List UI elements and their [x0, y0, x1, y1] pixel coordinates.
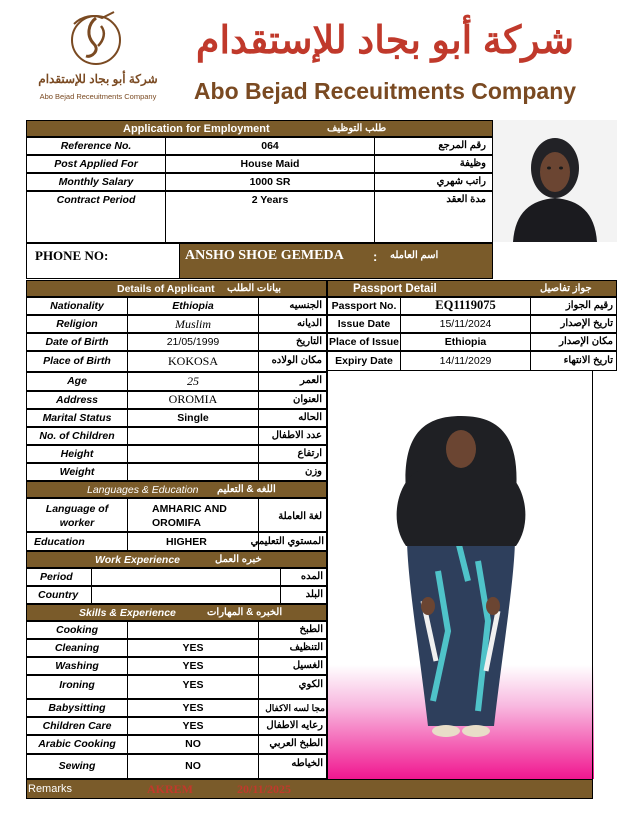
work-title-ar: خبره العمل — [215, 554, 262, 565]
applicant-title-en: Details of Applicant — [117, 283, 215, 295]
education-label: Education — [34, 536, 85, 548]
phone-row — [26, 243, 180, 279]
washing-label-ar: الغسيل — [292, 660, 323, 671]
full-body-photo — [327, 371, 594, 779]
name-separator: : — [373, 249, 378, 264]
place-issue-value: Ethiopia — [444, 336, 487, 348]
expiry-date-value: 14/11/2029 — [439, 355, 492, 367]
religion-value: Muslim — [175, 317, 211, 331]
language-label-ar: لغة العاملة — [278, 511, 322, 522]
nationality-label-ar: الجنسيه — [289, 300, 322, 311]
issue-date-label-ar: تاريخ الإصدار — [560, 318, 613, 329]
skills-title-en: Skills & Experience — [79, 607, 176, 619]
marital-label: Marital Status — [42, 412, 112, 424]
full-body-figure-icon — [328, 371, 594, 779]
post-label-ar: وظيفة — [459, 158, 486, 169]
logo-text-ar: شركة أبو بجاد للإستقدام — [38, 72, 158, 86]
period-label: Period — [40, 571, 73, 583]
cooking-label-ar: الطبخ — [299, 624, 323, 635]
pob-label: Place of Birth — [43, 355, 111, 367]
languages-title-en: Languages & Education — [87, 484, 199, 496]
skills-title-ar: الخبره & المهارات — [207, 607, 283, 618]
children-care-label: Children Care — [42, 720, 112, 732]
portrait-figure-icon — [493, 120, 617, 242]
company-title-en: Abo Bejad Receuitments Company — [193, 78, 577, 104]
remarks-agent: AKREM — [147, 782, 193, 796]
passport-header — [327, 280, 617, 297]
age-label-ar: العمر — [300, 375, 322, 386]
passport-no-label-ar: رقيم الجواز — [565, 300, 613, 311]
age-label: Age — [67, 375, 87, 387]
contract-label-ar: مدة العقد — [446, 194, 486, 205]
worker-name: ANSHO SHOE GEMEDA — [185, 248, 344, 263]
post-label: Post Applied For — [54, 158, 138, 170]
application-header — [26, 120, 493, 137]
nationality-label: Nationality — [50, 300, 104, 312]
contract-label: Contract Period — [56, 194, 136, 206]
passport-title-en: Passport Detail — [353, 283, 437, 295]
logo-text-en: Abo Bejad Receuitments Company — [39, 92, 157, 101]
religion-label: Religion — [56, 318, 98, 330]
remarks-label: Remarks — [28, 783, 73, 795]
phone-label: PHONE NO: — [35, 248, 109, 263]
ironing-label: Ironing — [59, 679, 95, 691]
children-label: No. of Children — [39, 430, 115, 442]
address-label: Address — [55, 394, 98, 406]
education-value: HIGHER — [166, 536, 207, 548]
expiry-date-label: Expiry Date — [335, 355, 393, 367]
language-label: Language of worker — [45, 503, 109, 529]
expiry-date-label-ar: تاريخ الانتهاء — [563, 355, 613, 366]
reference-label-ar: رقم المرجع — [438, 140, 486, 151]
arabic-cooking-label-ar: الطبخ العربي — [269, 738, 323, 749]
cleaning-value: YES — [182, 642, 204, 654]
skills-header — [26, 604, 327, 621]
nationality-value: Ethiopia — [172, 300, 214, 312]
work-title-en: Work Experience — [95, 554, 181, 566]
salary-label: Monthly Salary — [58, 176, 134, 188]
applicant-header — [26, 280, 327, 297]
period-label-ar: المده — [300, 571, 323, 582]
passport-no-value: EQ1119075 — [435, 298, 496, 312]
reference-value: 064 — [261, 140, 279, 152]
portrait-photo — [493, 120, 617, 242]
work-header — [26, 551, 327, 568]
applicant-title-ar: بيانات الطلب — [227, 283, 282, 294]
children-care-value: YES — [182, 720, 204, 732]
sewing-label: Sewing — [58, 760, 96, 772]
babysitting-label-ar: مجا لسه الاكفال — [265, 703, 325, 713]
ironing-value: YES — [182, 679, 204, 691]
address-value: OROMIA — [168, 392, 218, 406]
languages-title-ar: اللغه & التعليم — [217, 484, 276, 495]
remarks-bar — [26, 779, 593, 799]
logo-emblem-icon — [68, 10, 124, 72]
sewing-value: NO — [185, 760, 201, 772]
marital-label-ar: الحاله — [298, 412, 322, 423]
remarks-date: 20/11/2025 — [237, 782, 292, 796]
marital-value: Single — [177, 412, 209, 424]
religion-label-ar: الديانه — [296, 318, 322, 329]
application-title-ar: طلب التوظيف — [327, 123, 387, 134]
post-value: House Maid — [240, 158, 300, 170]
sewing-label-ar: الخياطه — [291, 758, 323, 769]
weight-label: Weight — [59, 466, 95, 478]
cleaning-label: Cleaning — [54, 642, 100, 654]
passport-no-label: Passport No. — [331, 300, 397, 312]
place-issue-label: Place of Issue — [328, 336, 400, 348]
place-issue-label-ar: مكان الإصدار — [559, 336, 613, 347]
children-care-label-ar: رعايه الاطفال — [266, 720, 323, 731]
height-label: Height — [60, 448, 94, 460]
application-title-en: Application for Employment — [123, 123, 270, 135]
issue-date-value: 15/11/2024 — [439, 318, 492, 330]
age-value: 25 — [187, 374, 199, 388]
washing-value: YES — [182, 660, 204, 672]
dob-label: Date of Birth — [45, 336, 109, 348]
cooking-label: Cooking — [56, 624, 98, 636]
languages-header — [26, 481, 327, 498]
salary-label-ar: راتب شهري — [436, 176, 486, 187]
address-label-ar: العنوان — [293, 394, 322, 405]
arabic-cooking-value: NO — [185, 738, 201, 750]
weight-label-ar: وزن — [304, 466, 322, 477]
country-label: Country — [38, 589, 79, 601]
height-label-ar: ارتفاع — [297, 448, 322, 459]
name-bar — [179, 243, 493, 279]
logo — [28, 8, 168, 108]
pob-label-ar: مكان الولاده — [271, 355, 322, 366]
dob-label-ar: التاريخ — [296, 336, 322, 347]
photo-right-border — [592, 371, 593, 779]
ironing-label-ar: الكوي — [298, 679, 323, 690]
cleaning-label-ar: التنظيف — [289, 642, 323, 653]
pob-value: KOKOSA — [167, 354, 218, 368]
dob-value: 21/05/1999 — [166, 336, 220, 348]
contract-value: 2 Years — [251, 194, 289, 206]
arabic-cooking-label: Arabic Cooking — [38, 738, 116, 750]
washing-label: Washing — [55, 660, 99, 672]
reference-label: Reference No. — [60, 140, 132, 152]
education-label-ar: المستوي التعليمي — [250, 536, 324, 547]
name-label-ar: اسم العامله — [390, 250, 439, 261]
babysitting-label: Babysitting — [48, 702, 106, 714]
salary-value: 1000 SR — [249, 176, 291, 188]
country-label-ar: البلد — [305, 589, 323, 600]
babysitting-value: YES — [182, 702, 204, 714]
company-title-ar: شركة أبو بجاد للإستقدام — [195, 20, 575, 62]
children-label-ar: عدد الاطفال — [271, 430, 322, 441]
issue-date-label: Issue Date — [337, 318, 391, 330]
language-value: AMHARIC AND OROMIFA — [152, 503, 227, 529]
passport-title-ar: جواز تفاصيل — [540, 283, 592, 294]
